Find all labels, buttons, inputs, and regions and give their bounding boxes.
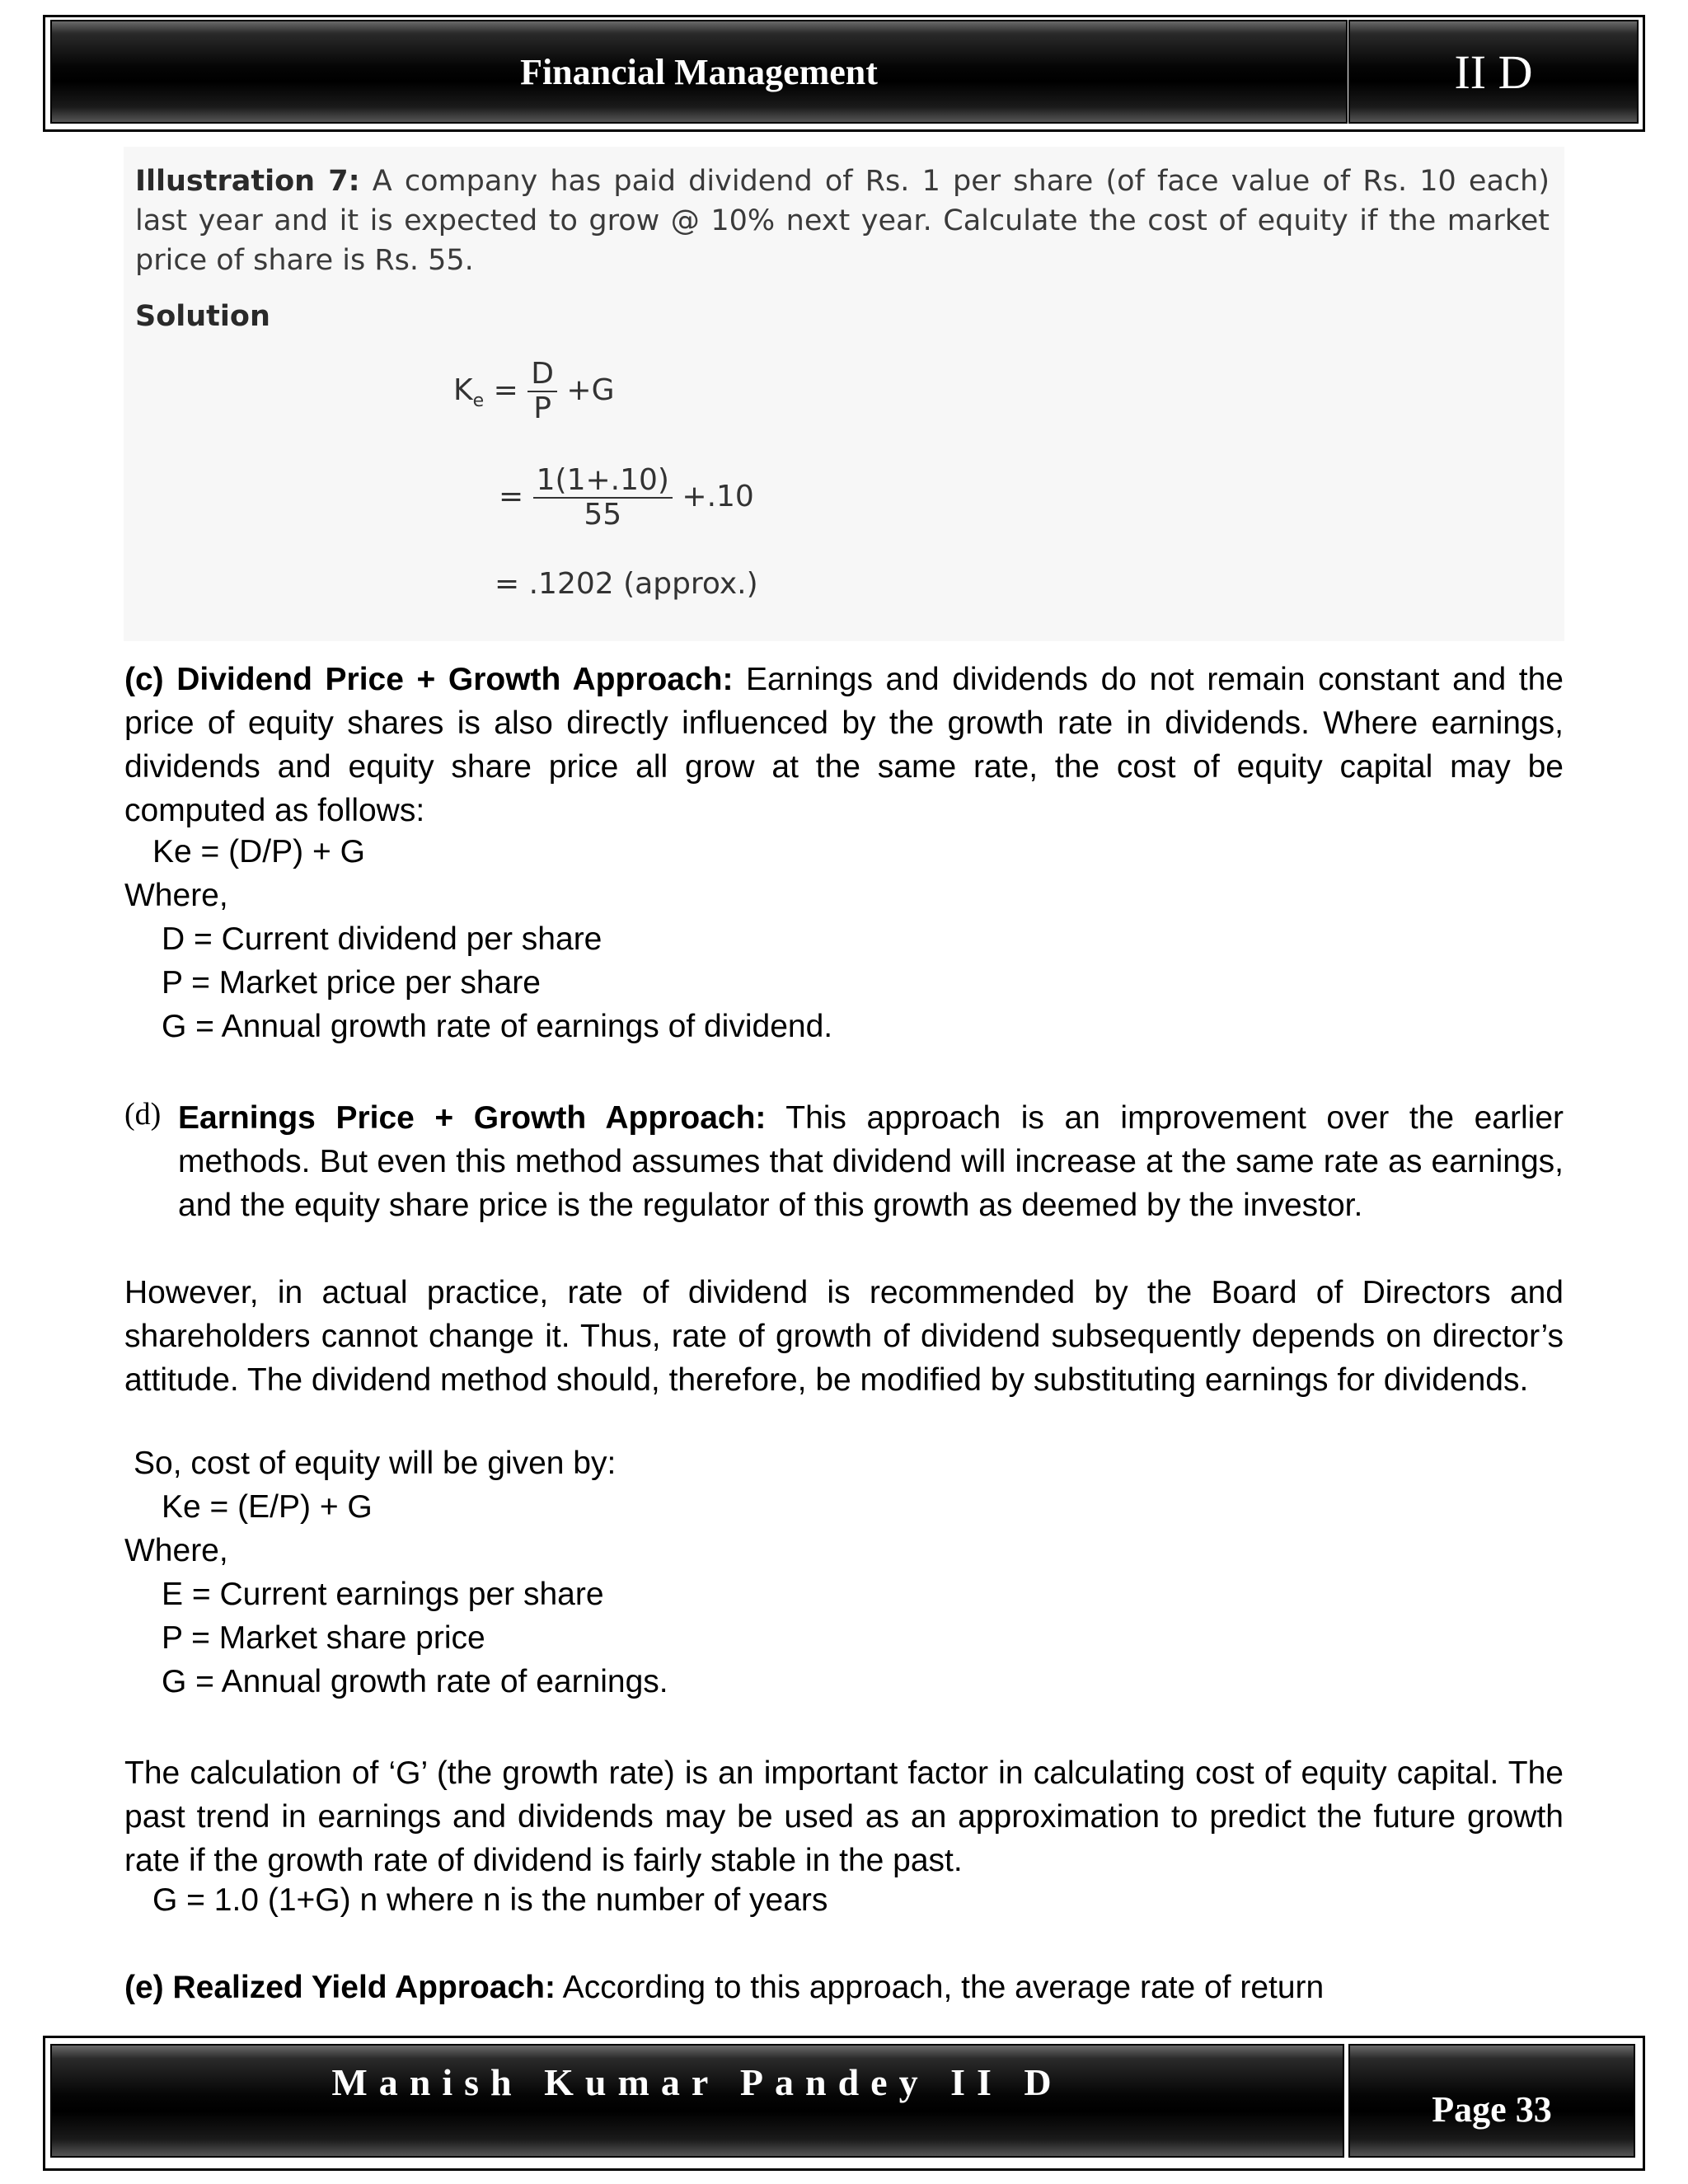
growth-paragraph: The calculation of ‘G’ (the growth rate) is an important factor in calculating cost of equity capital. The past trend in earnings and dividends may be used as an approximation to predict the future growth rate if the growth rate of dividend is fairly stable in the past. [124,1755,1564,1878]
illustration-text: Illustration 7: A company has paid dividend of Rs. 1 per share (of face value of Rs. 10 each) last year and it is expected to grow @ 10% next year. Calculate the cost of equity if the market price of share is Rs. 55. [135,165,1550,277]
fraction-d-over-p: $\frac{D}{P}$ [528,358,557,425]
however-p-definition: P = Market share price [162,1620,485,1656]
section-c-formula: Ke = (D/P) + G [152,834,365,869]
however-paragraph: However, in actual practice, rate of dividend is recommended by the Board of Directors and shareholders cannot change it. Thus, rate of growth of dividend subsequently depends on director’s attitude. The dividend method should, therefore, be modified by substituting earnings for dividends. [124,1275,1564,1398]
section-c-d-definition: D = Current dividend per share [162,921,603,957]
however-where: Where, [124,1533,228,1568]
however-formula: Ke = (E/P) + G [162,1489,373,1525]
header-title: Financial Management [50,20,1348,124]
section-c-p-definition: P = Market price per share [162,965,541,1001]
section-c-heading: (c) Dividend Price + Growth Approach: [124,662,734,697]
however-e-definition: E = Current earnings per share [162,1577,604,1612]
header-section: II D [1348,20,1639,124]
section-c-where: Where, [124,878,228,913]
growth-formula: G = 1.0 (1+G) n where n is the number of years [152,1882,828,1918]
however-so-line: So, cost of equity will be given by: [134,1446,617,1481]
section-c-g-definition: G = Annual growth rate of earnings of dividend. [162,1009,833,1044]
section-c-paragraph: (c) Dividend Price + Growth Approach: Earnings and dividends do not remain constant and the price of equity shares is also directly influenced by the growth rate in dividends. Where earnings, dividends and equity share price all grow at the same rate, the cost of equity capital may be computed as follows: [124,662,1564,828]
section-d-marker: (d) [124,1097,162,1132]
illustration-block [124,147,1564,641]
fraction-substituted: $\frac{1(1+.10)}{55}$ [533,464,673,532]
formula-result: = .1202 (approx.) [495,567,758,601]
footer-author: Manish Kumar Pandey II D [50,2044,1344,2158]
section-d-paragraph: Earnings Price + Growth Approach: This approach is an improvement over the earlier methods. But even this method assumes that dividend will increase at the same rate as earnings, and the equity share price is the regulator of this growth as deemed by the investor. [178,1100,1564,1223]
illustration-label: Illustration 7: [135,165,360,198]
section-d-heading: Earnings Price + Growth Approach: [178,1100,767,1136]
page-number: Page 33 [1348,2044,1635,2158]
section-e-line: (e) Realized Yield Approach: According to this approach, the average rate of return [124,1970,1325,2005]
formula-substitution: = $\frac{1(1+.10)}{55}$ +.10 [499,463,754,532]
solution-label: Solution [135,300,270,333]
section-e-heading: (e) Realized Yield Approach: [124,1970,556,2005]
however-g-definition: G = Annual growth rate of earnings. [162,1664,668,1699]
formula-ke: $K_e$ = $\frac{D}{P}$ +G [453,357,615,425]
